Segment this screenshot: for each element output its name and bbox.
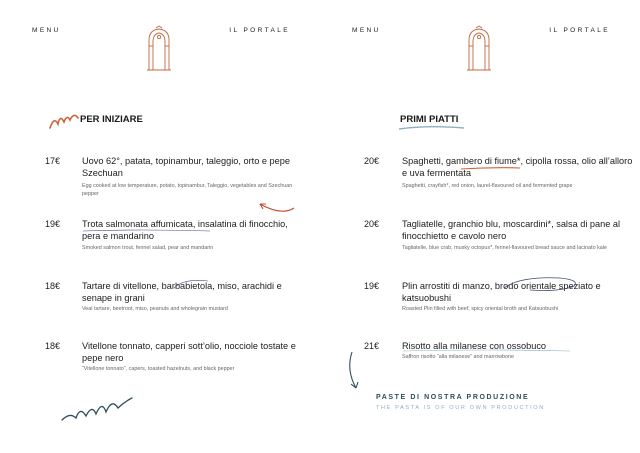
item-price: 20€ xyxy=(364,219,380,229)
item-name: Tagliatelle, granchio blu, moscardini*, salsa di pane al finocchietto e cavolo nero xyxy=(402,219,621,241)
item-name: Vitellone tonnato, capperi sott’olio, nocciole tostate e pepe nero xyxy=(82,341,296,363)
item-description: Saffron risotto “alla milanese” and marrowbone xyxy=(402,354,514,360)
portal-arch-logo-icon xyxy=(466,26,492,72)
item-price: 18€ xyxy=(45,341,61,351)
menu-label: MENU xyxy=(32,27,61,34)
brand-name: IL PORTALE xyxy=(549,27,610,34)
portal-arch-logo-icon xyxy=(146,26,172,72)
item-name: Tartare di vitellone, barbabietola, miso, arachidi e senape in grani xyxy=(82,281,282,303)
down-arrow-icon xyxy=(344,350,366,392)
item-description: “Vitellone tonnato”, capers, toasted hazelnuts, and black pepper xyxy=(82,366,235,372)
item-price: 18€ xyxy=(45,281,61,291)
item-price: 21€ xyxy=(364,341,380,351)
item-name: Trota salmonata affumicata, insalatina di finocchio, pera e mandarino xyxy=(82,219,288,241)
blue-underline-mark xyxy=(402,348,572,354)
paste-subtitle: THE PASTA IS OF OUR OWN PRODUCTION xyxy=(376,405,545,411)
item-description: Tagliatelle, blue crab, musky octopus*, fennel-flavoured bread sauce and lacinato kale xyxy=(402,245,607,251)
item-name: Uovo 62°, patata, topinambur, taleggio, orto e pepe Szechuan xyxy=(82,156,290,178)
section-title-starters: PER INIZIARE xyxy=(80,114,143,125)
item-description: Egg cooked at low temperature, potato, topinambur, Taleggio, vegetables and Szechuan pepper xyxy=(82,183,293,197)
item-price: 17€ xyxy=(45,156,61,166)
item-name: Risotto alla milanese con ossobuco xyxy=(402,341,547,351)
section-title-first-courses: PRIMI PIATTI xyxy=(400,114,459,125)
item-description: Smoked salmon trout, fennel salad, pear and mandarin xyxy=(82,245,214,251)
teal-squiggle-icon xyxy=(60,396,134,426)
item-price: 19€ xyxy=(45,219,61,229)
purple-underline-mark xyxy=(82,228,212,234)
purple-loop-mark xyxy=(172,276,212,290)
item-price: 20€ xyxy=(364,156,380,166)
menu-label: MENU xyxy=(352,27,381,34)
item-price: 19€ xyxy=(364,281,380,291)
blue-underline-mark xyxy=(398,124,466,132)
item-name: Plin arrostiti di manzo, brodo orientale speziato e katsuobushi xyxy=(402,281,601,303)
brand-name: IL PORTALE xyxy=(229,27,290,34)
paste-title: PASTE DI NOSTRA PRODUZIONE xyxy=(376,394,530,401)
item-description: Spaghetti, crayfish*, red onion, laurel-flavoured oil and fermented grape xyxy=(402,183,573,189)
orange-underline-mark xyxy=(460,165,522,171)
item-name: Spaghetti, gambero di fiume*, cipolla rossa, olio all’alloro e uva fermentata xyxy=(402,156,633,178)
right-menu-page xyxy=(320,0,640,453)
curved-arrow-icon xyxy=(252,196,296,216)
purple-circle-mark xyxy=(500,274,582,294)
item-description: Veal tartare, beetroot, miso, peanuts and wholegrain mustard xyxy=(82,306,228,312)
item-description: Roasted Plin filled with beef, spicy oriental broth and Katsuobushi xyxy=(402,306,559,312)
